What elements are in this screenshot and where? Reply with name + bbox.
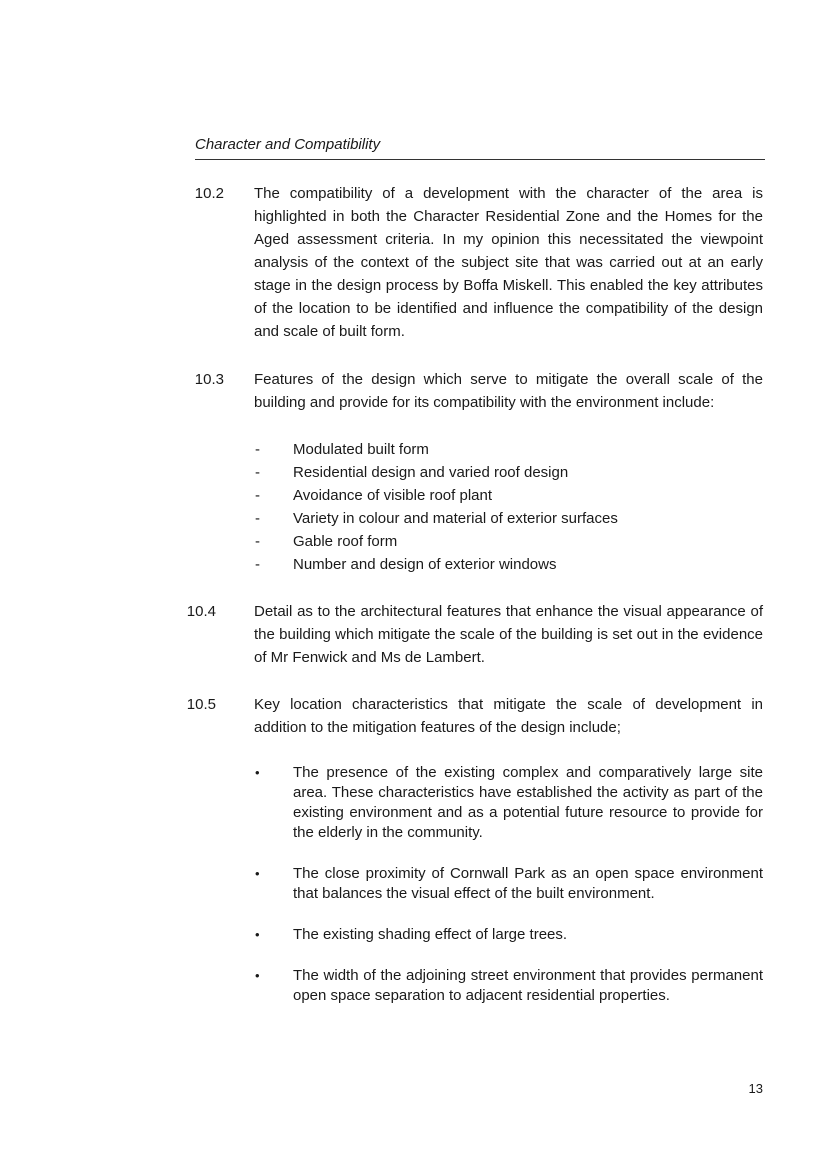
page-number: 13 [748, 1081, 763, 1096]
paragraph-10-4 [160, 600, 763, 669]
paragraph-number: 10.2 [194, 185, 224, 202]
list-item [254, 925, 763, 945]
bullet-marker: • [255, 968, 260, 983]
list-item-text: Variety in colour and material of exterior surfaces [293, 510, 618, 527]
dash-marker: - [255, 441, 260, 458]
list-item-text: The presence of the existing complex and comparatively large site area. These characteristics have established the activity as part of the existing environment and as a potential future resource to provide for the elderly in the community. [293, 764, 763, 841]
list-item-text: Avoidance of visible roof plant [293, 487, 493, 504]
dash-marker: - [255, 556, 260, 573]
location-characteristics-list [254, 763, 763, 1027]
list-item-text: Modulated built form [293, 441, 429, 458]
paragraph-number: 10.5 [186, 696, 216, 713]
list-item [254, 484, 763, 507]
paragraph-text: Detail as to the architectural features that enhance the visual appearance of the building which mitigate the scale of the building is set out in the evidence of Mr Fenwick and Ms de Lambert. [254, 603, 763, 666]
list-item-text: The width of the adjoining street environment that provides permanent open space separation to adjacent residential properties. [293, 967, 763, 1004]
list-item [254, 966, 763, 1006]
bullet-marker: • [255, 765, 260, 780]
list-item [254, 461, 763, 484]
dash-marker: - [255, 533, 260, 550]
dash-marker: - [255, 464, 260, 481]
list-item [254, 507, 763, 530]
list-item [254, 763, 763, 843]
paragraph-number: 10.3 [194, 371, 224, 388]
paragraph-10-2 [160, 182, 763, 343]
paragraph-10-5 [160, 693, 763, 739]
paragraph-text: Key location characteristics that mitigate the scale of development in addition to the mitigation features of the design include; [254, 696, 763, 736]
paragraph-text: The compatibility of a development with the character of the area is highlighted in both the Character Residential Zone and the Homes for the Aged assessment criteria. In my opinion this necessitated the viewpoint analysis of the context of the subject site that was carried out at an early stage in the design process by Boffa Miskell. This enabled the key attributes of the location to be identified and influence the compatibility of the design and scale of built form. [254, 185, 763, 340]
dash-marker: - [255, 487, 260, 504]
list-item [254, 864, 763, 904]
list-item [254, 438, 763, 461]
dash-marker: - [255, 510, 260, 527]
section-heading: Character and Compatibility [195, 133, 765, 160]
list-item-text: Residential design and varied roof design [293, 464, 569, 481]
paragraph-text: Features of the design which serve to mitigate the overall scale of the building and provide for its compatibility with the environment include: [254, 371, 763, 411]
paragraph-10-3 [160, 368, 763, 414]
list-item [254, 553, 763, 576]
bullet-marker: • [255, 927, 260, 942]
design-features-list [254, 438, 763, 576]
list-item-text: The close proximity of Cornwall Park as an open space environment that balances the visual effect of the built environment. [293, 865, 763, 902]
list-item [254, 530, 763, 553]
paragraph-number: 10.4 [186, 603, 216, 620]
bullet-marker: • [255, 866, 260, 881]
list-item-text: The existing shading effect of large trees. [293, 926, 568, 943]
list-item-text: Number and design of exterior windows [293, 556, 557, 573]
list-item-text: Gable roof form [293, 533, 398, 550]
